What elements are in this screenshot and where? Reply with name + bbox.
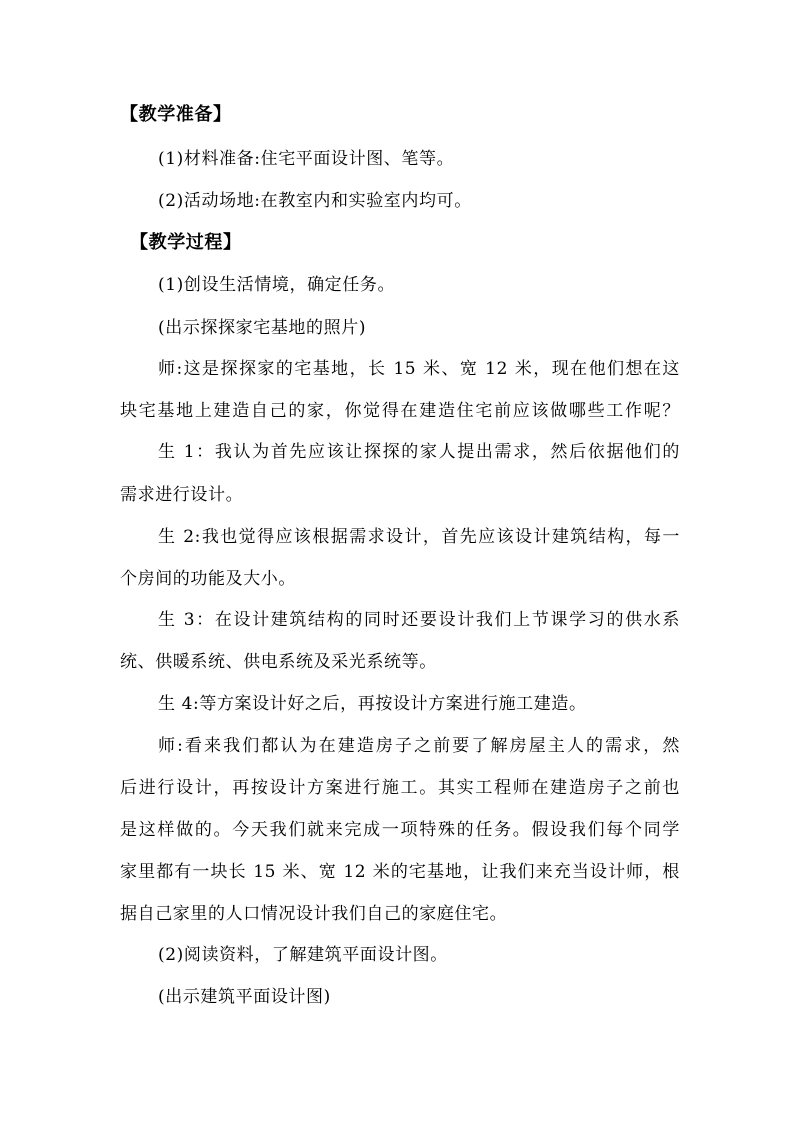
student-1-line-1: 生 1：我认为首先应该让探探的家人提出需求，然后依据他们的 [158, 442, 680, 462]
step-2-text: (2)阅读资料，了解建筑平面设计图。 [158, 945, 448, 965]
teacher-2-line-5: 据自己家里的人口情况设计我们自己的家庭住宅。 [120, 904, 508, 924]
student-1-line-2: 需求进行设计。 [120, 485, 244, 505]
prep-item-venue: (2)活动场地:在教室内和实验室内均可。 [158, 191, 472, 211]
student-2-line-1: 生 2:我也觉得应该根据需求设计，首先应该设计建筑结构，每一 [158, 527, 680, 547]
process-heading: 【教学过程】 [130, 232, 242, 253]
student-4-text: 生 4:等方案设计好之后，再按设计方案进行施工建造。 [158, 694, 587, 714]
prep-heading: 【教学准备】 [120, 104, 232, 125]
teacher-line-1: 师:这是探探家的宅基地，长 15 米、宽 12 米，现在他们想在这 [158, 359, 680, 379]
step-1-text: (1)创设生活情境，确定任务。 [158, 275, 396, 295]
prep-item-materials: (1)材料准备:住宅平面设计图、笔等。 [158, 149, 455, 169]
student-3-line-1: 生 3：在设计建筑结构的同时还要设计我们上节课学习的供水系 [158, 610, 680, 630]
plan-note: (出示建筑平面设计图) [158, 987, 331, 1007]
teacher-line-2: 块宅基地上建造自己的家，你觉得在建造住宅前应该做哪些工作呢？ [120, 401, 680, 421]
student-3-line-2: 统、供暖系统、供电系统及采光系统等。 [120, 652, 437, 672]
student-2-line-2: 个房间的功能及大小。 [120, 569, 296, 589]
photo-note: (出示探探家宅基地的照片) [158, 318, 367, 338]
teacher-2-line-3: 是这样做的。今天我们就来完成一项特殊的任务。假设我们每个同学 [120, 820, 680, 840]
teacher-2-line-1: 师:看来我们都认为在建造房子之前要了解房屋主人的需求，然 [158, 736, 680, 756]
teacher-2-line-4: 家里都有一块长 15 米、宽 12 米的宅基地，让我们来充当设计师，根 [120, 862, 680, 882]
teacher-2-line-2: 后进行设计，再按设计方案进行施工。其实工程师在建造房子之前也 [120, 778, 680, 798]
